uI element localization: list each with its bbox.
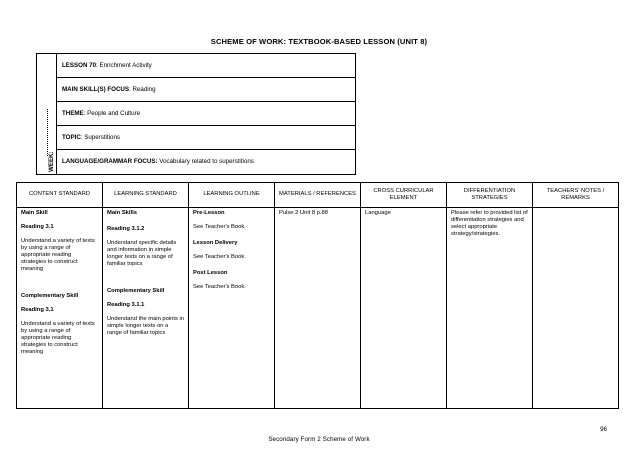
content-standard-cell [17,210,102,356]
theme-label: THEME [62,110,84,117]
header-teachers-notes: TEACHERS' NOTES / REMARKS [546,187,605,201]
post-lesson-heading: Post Lesson [193,270,228,276]
learning-standard-cell [103,210,188,337]
skill-row [56,78,355,102]
complementary-standard-description: Understand the main points in simple longer texts on a range of familiar topics [107,316,185,336]
topic-row [56,126,355,150]
cross-curricular-cell: Language [365,210,391,216]
column-divider [532,183,533,408]
grammar-value: Vocabulary related to superstitions [157,158,254,165]
lesson-delivery-note: See Teacher's Book. [193,254,246,260]
document-title: SCHEME OF WORK: TEXTBOOK-BASED LESSON (UNIT 8) [210,37,428,46]
lesson-value: : Enrichment Activity [96,62,152,69]
main-standard-description: Understand specific details and information in simple longer texts on a range of familiar topics [107,240,177,267]
grammar-row [56,150,355,174]
complementary-reading-code: Reading 3.1 [21,307,54,313]
lesson-label: LESSON 70 [62,62,97,69]
differentiation-cell: Please refer to provided list of differentiation strategies and select appropriate strategy/strategies. [451,210,528,237]
week-column [37,54,57,174]
main-skill-heading: Main Skill [21,210,48,216]
topic-label: TOPIC [62,134,81,141]
topic-value: : Superstitions [80,134,121,141]
main-reading-description: Understand a variety of texts by using a range of appropriate reading strategies to construct meaning [21,238,95,272]
scheme-table [16,182,619,409]
header-learning-outline: LEARNING OUTLINE [203,191,260,198]
header-differentiation: DIFFERENTIATION STRATEGIES [463,187,516,201]
pre-lesson-heading: Pre-Lesson [193,210,225,216]
page-number: 96 [600,426,607,433]
page-footer: Secondary Form 2 Scheme of Work [268,436,370,443]
post-lesson-note: See Teacher's Book. [193,284,246,290]
week-blank-line [47,109,48,156]
pre-lesson-note: See Teacher's Book. [193,224,246,230]
main-reading-code: Reading 3.1 [21,224,54,230]
learning-outline-cell [189,210,274,291]
grammar-label: LANGUAGE/GRAMMAR FOCUS: [62,158,158,165]
main-standard-code: Reading 3.1.2 [107,226,145,232]
skill-value: : Reading [129,86,156,93]
lesson-row [56,54,355,78]
header-materials: MATERIALS / REFERENCES [279,191,356,198]
theme-row [56,102,355,126]
theme-value: : People and Culture [83,110,141,117]
materials-cell: Pulse 2 Unit 8 p.88 [279,210,328,216]
lesson-info-box [36,53,356,175]
header-learning-standard: LEARNING STANDARD [114,191,177,198]
lesson-delivery-heading: Lesson Delivery [193,240,238,246]
main-skills-heading: Main Skills [107,210,137,216]
complementary-skill-heading: Complementary Skill [21,293,79,299]
header-content-standard: CONTENT STANDARD [29,191,90,198]
complementary-standard-code: Reading 3.1.1 [107,302,145,308]
week-label: WEEK: [48,151,55,172]
skill-label: MAIN SKILL(S) FOCUS [62,86,130,93]
complementary-skill-heading: Complementary Skill [107,288,165,294]
complementary-reading-description: Understand a variety of texts by using a range of appropriate reading strategies to construct meaning [21,321,95,355]
header-cross-curricular: CROSS CURRICULAR ELEMENT [373,187,434,201]
